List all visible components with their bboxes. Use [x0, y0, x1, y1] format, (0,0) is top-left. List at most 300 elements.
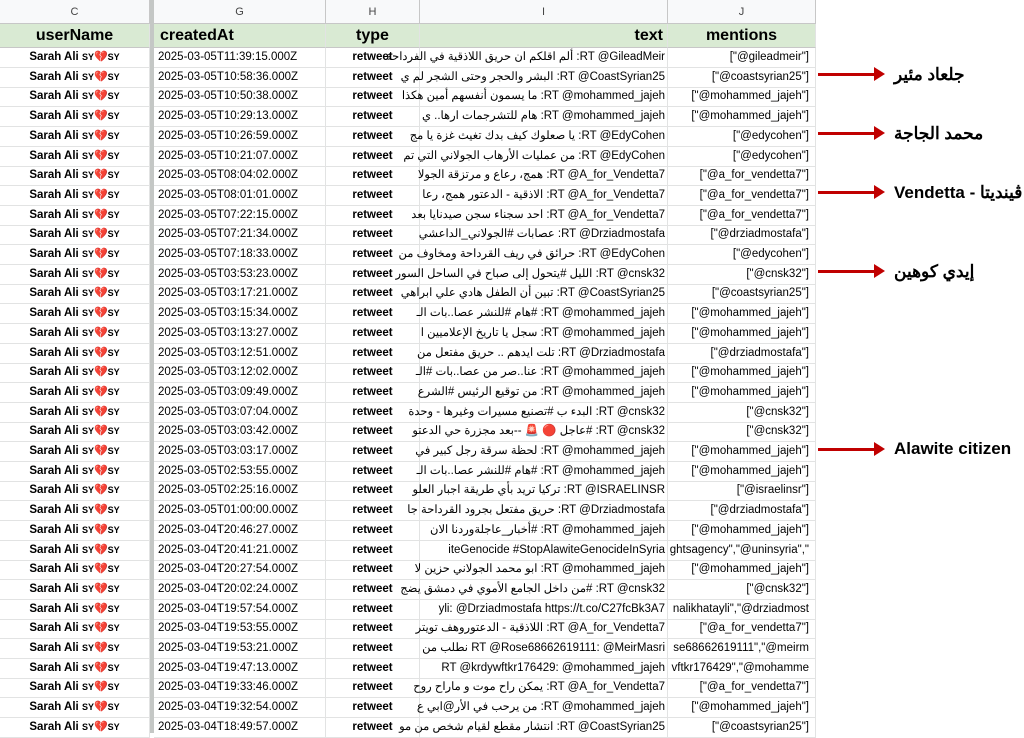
text-cell[interactable]: RT @A_for_Vendetta7: احد سجناء سجن صيدنايا بعد	[420, 206, 668, 226]
username-cell[interactable]	[0, 698, 150, 718]
type-cell[interactable]: retweet	[326, 639, 420, 659]
mentions-cell[interactable]: ["@a_for_vendetta7"]	[668, 619, 816, 639]
createdat-cell[interactable]: 2025-03-04T19:53:55.000Z	[154, 619, 326, 639]
table-row	[0, 265, 816, 285]
flag-sy-label: SY	[81, 702, 94, 713]
username-cell[interactable]	[0, 422, 150, 442]
text-cell[interactable]: RT @A_for_Vendetta7: اللاذقية - الدعتوروهف تويتر	[420, 619, 668, 639]
mentions-cell[interactable]: ["@cnsk32"]	[668, 403, 816, 423]
flag-sy-label: SY	[81, 544, 94, 555]
type-cell[interactable]: retweet	[326, 619, 420, 639]
table-row	[0, 186, 816, 206]
text-cell[interactable]: RT @mohammed_jajeh: من توقيع الرئيس #الشرع	[420, 383, 668, 403]
username-cell[interactable]	[0, 442, 150, 462]
broken-heart-icon: 💔	[93, 504, 108, 517]
username-cell[interactable]	[0, 560, 150, 580]
text-cell[interactable]: RT @mohammed_jajeh: من يرحب في الأر@ابي ع	[420, 698, 668, 718]
flag-sy-label: SY	[107, 327, 120, 338]
createdat-cell[interactable]: 2025-03-05T07:21:34.000Z	[154, 225, 326, 245]
mentions-cell[interactable]: ["@cnsk32"]	[668, 265, 816, 285]
createdat-cell[interactable]: 2025-03-04T19:57:54.000Z	[154, 600, 326, 620]
createdat-cell[interactable]: 2025-03-05T10:21:07.000Z	[154, 147, 326, 167]
flag-sy-label: SY	[81, 426, 94, 437]
flag-sy-label: SY	[107, 386, 120, 397]
mentions-cell[interactable]: ["@mohammed_jajeh"]	[668, 383, 816, 403]
table-row	[0, 68, 816, 88]
flag-sy-label: SY	[107, 544, 120, 555]
type-cell[interactable]: retweet	[326, 147, 420, 167]
flag-sy-label: SY	[81, 52, 94, 62]
flag-sy-label: SY	[107, 347, 120, 358]
username-text: Sarah Ali	[29, 602, 79, 615]
type-cell[interactable]: retweet	[326, 186, 420, 206]
header-row	[0, 24, 816, 44]
annotation-label: جلعاد مئير	[894, 64, 965, 84]
createdat-cell[interactable]: 2025-03-04T20:02:24.000Z	[154, 580, 326, 600]
mentions-cell[interactable]: ["@coastsyrian25"]	[668, 284, 816, 304]
createdat-cell[interactable]: 2025-03-05T11:39:15.000Z	[154, 48, 326, 68]
flag-sy-label: SY	[107, 209, 120, 220]
flag-sy-label: SY	[107, 288, 120, 299]
type-cell[interactable]: retweet	[326, 363, 420, 383]
flag-sy-label: SY	[81, 446, 94, 456]
text-cell[interactable]: RT @mohammed_jajeh: ما يسمون أنفسهم أمين هكذا	[420, 87, 668, 107]
header-username[interactable]: userName	[0, 24, 150, 48]
username-cell[interactable]	[0, 186, 150, 206]
broken-heart-icon: 💔	[93, 110, 108, 123]
createdat-cell[interactable]: 2025-03-05T03:03:17.000Z	[154, 442, 326, 462]
type-cell[interactable]: retweet	[326, 87, 420, 107]
flag-sy-label: SY	[107, 643, 120, 653]
createdat-cell[interactable]: 2025-03-05T10:29:13.000Z	[154, 107, 326, 127]
username-text: Sarah Ali	[29, 661, 79, 674]
username-cell[interactable]	[0, 678, 150, 698]
flag-sy-label: SY	[81, 170, 94, 181]
username-text: Sarah Ali	[29, 385, 79, 398]
mentions-cell[interactable]: ["@israelinsr"]	[668, 481, 816, 501]
createdat-cell[interactable]: 2025-03-05T08:04:02.000Z	[154, 166, 326, 186]
username-text: Sarah Ali	[29, 720, 79, 733]
username-cell[interactable]	[0, 284, 150, 304]
text-cell[interactable]: RT @EdyCohen: حرائق في ريف القرداحة ومخاوف من	[420, 245, 668, 265]
mentions-cell[interactable]: ["@edycohen"]	[668, 147, 816, 167]
text-cell[interactable]: RT @CoastSyrian25: تبين أن الطفل هادي علي ابراهي	[420, 284, 668, 304]
type-cell[interactable]: retweet	[326, 48, 420, 68]
table-row	[0, 422, 816, 442]
text-cell[interactable]: RT @ISRAELINSR: تركيا تريد بأي طريقة اجبار العلو	[420, 481, 668, 501]
username-cell[interactable]	[0, 107, 150, 127]
text-cell[interactable]: RT @mohammed_jajeh: هام للتشرجمات ارها.. ي	[420, 107, 668, 127]
username-text: Sarah Ali	[29, 701, 79, 714]
createdat-cell[interactable]: 2025-03-05T03:09:49.000Z	[154, 383, 326, 403]
createdat-cell[interactable]: 2025-03-05T03:12:51.000Z	[154, 344, 326, 364]
red-arrow-icon	[818, 270, 876, 273]
flag-sy-label: SY	[107, 111, 120, 122]
text-cell[interactable]: RT @A_for_Vendetta7: يمكن راح موت و ماراح روح	[420, 678, 668, 698]
type-cell[interactable]: retweet	[326, 698, 420, 718]
mentions-cell[interactable]: ["@a_for_vendetta7"]	[668, 678, 816, 698]
username-cell[interactable]	[0, 68, 150, 88]
broken-heart-icon: 💔	[93, 228, 108, 241]
text-cell[interactable]: yli: @Drziadmostafa https://t.co/C27fcBk3A7	[420, 600, 668, 620]
broken-heart-icon: 💔	[93, 149, 108, 162]
flag-sy-label: SY	[107, 446, 120, 456]
flag-sy-label: SY	[107, 603, 120, 614]
username-cell[interactable]	[0, 541, 150, 561]
mentions-cell[interactable]: ["@mohammed_jajeh"]	[668, 521, 816, 541]
text-cell[interactable]: RT @Drziadmostafa: تلت ايدهم .. حريق مفتعل من	[420, 344, 668, 364]
username-text: Sarah Ali	[29, 90, 79, 103]
broken-heart-icon: 💔	[93, 642, 108, 654]
flag-sy-label: SY	[81, 721, 94, 732]
username-text: Sarah Ali	[29, 523, 79, 536]
text-cell[interactable]: RT @mohammed_jajeh: #هام #للنشر عصا..بات الـ	[420, 462, 668, 482]
type-cell[interactable]: retweet	[326, 422, 420, 442]
username-text: Sarah Ali	[29, 346, 79, 359]
createdat-cell[interactable]: 2025-03-04T19:32:54.000Z	[154, 698, 326, 718]
username-cell[interactable]	[0, 481, 150, 501]
flag-sy-label: SY	[81, 268, 94, 279]
mentions-cell[interactable]: ["@cnsk32"]	[668, 422, 816, 442]
column-header-h[interactable]: H	[326, 0, 420, 24]
text-cell[interactable]: RT @mohammed_jajeh: ابو محمد الجولاني حزين لا	[420, 560, 668, 580]
broken-heart-icon: 💔	[93, 425, 108, 438]
text-cell[interactable]: RT @mohammed_jajeh: سجل يا تاريخ الإعلاميين ا	[420, 324, 668, 344]
username-cell[interactable]	[0, 521, 150, 541]
type-cell[interactable]: retweet	[326, 462, 420, 482]
mentions-cell[interactable]: ghtsagency","@uninsyria","	[668, 541, 816, 561]
type-cell[interactable]: retweet	[326, 284, 420, 304]
username-cell[interactable]	[0, 127, 150, 147]
createdat-cell[interactable]: 2025-03-05T03:15:34.000Z	[154, 304, 326, 324]
table-row	[0, 127, 816, 147]
username-cell[interactable]	[0, 501, 150, 521]
type-cell[interactable]: retweet	[326, 225, 420, 245]
text-cell[interactable]: RT @Drziadmostafa: حريق مفتعل بجرود القرداحة جا	[420, 501, 668, 521]
broken-heart-icon: 💔	[93, 445, 108, 457]
mentions-cell[interactable]: ["@cnsk32"]	[668, 580, 816, 600]
mentions-cell[interactable]: se68662619111","@meirm	[668, 639, 816, 659]
text-cell[interactable]: RT @A_for_Vendetta7: همج، رعاع و مرتزقة الجولا	[420, 166, 668, 186]
username-cell[interactable]	[0, 304, 150, 324]
mentions-cell[interactable]: ["@gileadmeir"]	[668, 48, 816, 68]
header-createdat[interactable]: createdAt	[154, 24, 326, 48]
mentions-cell[interactable]: ["@edycohen"]	[668, 127, 816, 147]
text-cell[interactable]: RT @cnsk32: البدء ب #تصنيع مسيرات وغيرها - وحدة	[420, 403, 668, 423]
type-cell[interactable]: retweet	[326, 678, 420, 698]
username-cell[interactable]	[0, 147, 150, 167]
text-cell[interactable]: RT @mohammed_jajeh: #أخبار_عاجلةوردنا الان	[420, 521, 668, 541]
table-row	[0, 48, 816, 68]
username-cell[interactable]	[0, 245, 150, 265]
username-cell[interactable]	[0, 639, 150, 659]
broken-heart-icon: 💔	[93, 484, 108, 497]
flag-sy-label: SY	[107, 367, 120, 378]
broken-heart-icon: 💔	[93, 129, 108, 142]
flag-sy-label: SY	[81, 505, 94, 516]
username-text: Sarah Ali	[29, 149, 79, 162]
createdat-cell[interactable]: 2025-03-04T19:47:13.000Z	[154, 659, 326, 679]
createdat-cell[interactable]: 2025-03-05T07:22:15.000Z	[154, 206, 326, 226]
createdat-cell[interactable]: 2025-03-05T03:17:21.000Z	[154, 284, 326, 304]
createdat-cell[interactable]: 2025-03-04T19:33:46.000Z	[154, 678, 326, 698]
text-cell[interactable]: RT @cnsk32: #عاجل 🔴 🚨 --بعد مجزرة حي الدعتو	[420, 422, 668, 442]
broken-heart-icon: 💔	[93, 563, 108, 576]
type-cell[interactable]: retweet	[326, 541, 420, 561]
type-cell[interactable]: retweet	[326, 304, 420, 324]
createdat-cell[interactable]: 2025-03-05T01:00:00.000Z	[154, 501, 326, 521]
flag-sy-label: SY	[81, 524, 94, 535]
column-header-c[interactable]: C	[0, 0, 150, 24]
mentions-cell[interactable]: ["@mohammed_jajeh"]	[668, 107, 816, 127]
mentions-cell[interactable]: ["@mohammed_jajeh"]	[668, 462, 816, 482]
username-cell[interactable]	[0, 363, 150, 383]
createdat-cell[interactable]: 2025-03-05T03:12:02.000Z	[154, 363, 326, 383]
flag-sy-label: SY	[81, 386, 94, 397]
mentions-cell[interactable]: ["@mohammed_jajeh"]	[668, 304, 816, 324]
username-cell[interactable]	[0, 225, 150, 245]
type-cell[interactable]: retweet	[326, 344, 420, 364]
broken-heart-icon: 💔	[93, 90, 108, 103]
mentions-cell[interactable]: ["@a_for_vendetta7"]	[668, 206, 816, 226]
flag-sy-label: SY	[107, 268, 120, 279]
type-cell[interactable]: retweet	[326, 718, 420, 738]
column-header-i[interactable]: I	[420, 0, 668, 24]
flag-sy-label: SY	[107, 170, 120, 181]
type-cell[interactable]: retweet	[326, 206, 420, 226]
createdat-cell[interactable]: 2025-03-05T03:53:23.000Z	[154, 265, 326, 285]
createdat-cell[interactable]: 2025-03-05T08:01:01.000Z	[154, 186, 326, 206]
flag-sy-label: SY	[81, 347, 94, 358]
mentions-cell[interactable]: ["@edycohen"]	[668, 245, 816, 265]
flag-sy-label: SY	[81, 130, 94, 141]
text-cell[interactable]: RT @GileadMeir: ألم اقلكم ان حريق اللاذقية في الفرداحة	[420, 48, 668, 68]
username-text: Sarah Ali	[29, 622, 79, 635]
flag-sy-label: SY	[107, 426, 120, 437]
type-cell[interactable]: retweet	[326, 107, 420, 127]
createdat-cell[interactable]: 2025-03-05T03:13:27.000Z	[154, 324, 326, 344]
text-cell[interactable]: RT @cnsk32: #من داخل الجامع الأموي في دمشق يضج	[420, 580, 668, 600]
username-text: Sarah Ali	[29, 504, 79, 517]
type-cell[interactable]: retweet	[326, 560, 420, 580]
table-row	[0, 403, 816, 423]
username-text: Sarah Ali	[29, 169, 79, 182]
type-cell[interactable]: retweet	[326, 127, 420, 147]
username-text: Sarah Ali	[29, 51, 79, 63]
type-cell[interactable]: retweet	[326, 600, 420, 620]
annotation-label: Vendetta - ڤينديتا	[894, 182, 1023, 202]
createdat-cell[interactable]: 2025-03-05T03:03:42.000Z	[154, 422, 326, 442]
username-text: Sarah Ali	[29, 563, 79, 576]
type-cell[interactable]: retweet	[326, 383, 420, 403]
column-header-j[interactable]: J	[668, 0, 816, 24]
text-cell[interactable]: RT @mohammed_jajeh: #هام #للنشر عصا..بات الـ	[420, 304, 668, 324]
text-cell[interactable]: RT @Rose68662619111: @MeirMasri نطلب من	[420, 639, 668, 659]
username-cell[interactable]	[0, 344, 150, 364]
type-cell[interactable]: retweet	[326, 442, 420, 462]
broken-heart-icon: 💔	[93, 169, 108, 182]
username-cell[interactable]	[0, 87, 150, 107]
flag-sy-label: SY	[107, 229, 120, 240]
text-cell[interactable]: RT @EdyCohen: من عمليات الأرهاب الجولاني التي تم	[420, 147, 668, 167]
annotation	[818, 65, 965, 85]
username-text: Sarah Ali	[29, 366, 79, 379]
mentions-cell[interactable]: nalikhatayli","@drziadmost	[668, 600, 816, 620]
type-cell[interactable]: retweet	[326, 265, 420, 285]
text-cell[interactable]: RT @krdywftkr176429: @mohammed_jajeh	[420, 659, 668, 679]
username-text: Sarah Ali	[29, 267, 79, 280]
createdat-cell[interactable]: 2025-03-05T07:18:33.000Z	[154, 245, 326, 265]
flag-sy-label: SY	[107, 308, 120, 319]
mentions-cell[interactable]: ["@coastsyrian25"]	[668, 68, 816, 88]
username-text: Sarah Ali	[29, 307, 79, 320]
broken-heart-icon: 💔	[93, 543, 108, 556]
createdat-cell[interactable]: 2025-03-05T02:25:16.000Z	[154, 481, 326, 501]
table-row	[0, 324, 816, 344]
mentions-cell[interactable]: vftkr176429","@mohamme	[668, 659, 816, 679]
createdat-cell[interactable]: 2025-03-05T10:50:38.000Z	[154, 87, 326, 107]
mentions-cell[interactable]: ["@drziadmostafa"]	[668, 225, 816, 245]
createdat-cell[interactable]: 2025-03-04T20:41:21.000Z	[154, 541, 326, 561]
mentions-cell[interactable]: ["@coastsyrian25"]	[668, 718, 816, 738]
flag-sy-label: SY	[107, 623, 120, 634]
mentions-cell[interactable]: ["@a_for_vendetta7"]	[668, 166, 816, 186]
username-cell[interactable]	[0, 166, 150, 186]
broken-heart-icon: 💔	[93, 248, 108, 260]
broken-heart-icon: 💔	[93, 307, 108, 320]
mentions-cell[interactable]: ["@drziadmostafa"]	[668, 501, 816, 521]
type-cell[interactable]: retweet	[326, 521, 420, 541]
annotation	[818, 439, 1011, 459]
type-cell[interactable]: retweet	[326, 166, 420, 186]
broken-heart-icon: 💔	[93, 346, 108, 359]
username-cell[interactable]	[0, 324, 150, 344]
username-cell[interactable]	[0, 206, 150, 226]
table-row	[0, 481, 816, 501]
username-cell[interactable]	[0, 659, 150, 679]
mentions-cell[interactable]: ["@mohammed_jajeh"]	[668, 363, 816, 383]
mentions-cell[interactable]: ["@drziadmostafa"]	[668, 344, 816, 364]
username-cell[interactable]	[0, 580, 150, 600]
mentions-cell[interactable]: ["@mohammed_jajeh"]	[668, 560, 816, 580]
createdat-cell[interactable]: 2025-03-05T02:53:55.000Z	[154, 462, 326, 482]
createdat-cell[interactable]: 2025-03-05T10:26:59.000Z	[154, 127, 326, 147]
username-cell[interactable]	[0, 462, 150, 482]
text-cell[interactable]: RT @CoastSyrian25: البشر والحجر وحتى الشجر لم ي	[420, 68, 668, 88]
username-text: Sarah Ali	[29, 464, 79, 477]
flag-sy-label: SY	[81, 603, 94, 614]
flag-sy-label: SY	[81, 91, 94, 102]
createdat-cell[interactable]: 2025-03-04T18:49:57.000Z	[154, 718, 326, 738]
mentions-cell[interactable]: ["@mohammed_jajeh"]	[668, 698, 816, 718]
column-header-g[interactable]: G	[154, 0, 326, 24]
flag-sy-label: SY	[107, 406, 120, 417]
type-cell[interactable]: retweet	[326, 659, 420, 679]
frozen-column-divider[interactable]	[150, 0, 154, 733]
createdat-cell[interactable]: 2025-03-04T20:46:27.000Z	[154, 521, 326, 541]
username-cell[interactable]	[0, 403, 150, 423]
text-cell[interactable]: RT @mohammed_jajeh: لحظة سرقة رجل كبير في	[420, 442, 668, 462]
createdat-cell[interactable]: 2025-03-05T10:58:36.000Z	[154, 68, 326, 88]
text-cell[interactable]: RT @cnsk32: الليل #يتحول إلى صباح في الساحل السور	[420, 265, 668, 285]
table-row	[0, 206, 816, 226]
broken-heart-icon: 💔	[93, 622, 108, 635]
text-cell[interactable]: RT @EdyCohen: يا صعلوك كيف بدك تغيث غزة يا مج	[420, 127, 668, 147]
flag-sy-label: SY	[81, 229, 94, 240]
text-cell[interactable]: RT @Drziadmostafa: عصابات #الجولاني_الداعشي	[420, 225, 668, 245]
username-text: Sarah Ali	[29, 425, 79, 438]
text-cell[interactable]: RT @mohammed_jajeh: عنا..صر من عصا..بات #الـ	[420, 363, 668, 383]
text-cell[interactable]: RT @CoastSyrian25: انتشار مقطع لقيام شخص من مو	[420, 718, 668, 738]
table-row	[0, 501, 816, 521]
type-cell[interactable]: retweet	[326, 245, 420, 265]
username-text: Sarah Ali	[29, 129, 79, 142]
type-cell[interactable]: retweet	[326, 403, 420, 423]
username-text: Sarah Ali	[29, 484, 79, 497]
table-row	[0, 541, 816, 561]
flag-sy-label: SY	[107, 150, 120, 161]
createdat-cell[interactable]: 2025-03-05T03:07:04.000Z	[154, 403, 326, 423]
table-row	[0, 698, 816, 718]
annotation	[818, 124, 983, 144]
mentions-cell[interactable]: ["@mohammed_jajeh"]	[668, 87, 816, 107]
type-cell[interactable]: retweet	[326, 481, 420, 501]
broken-heart-icon: 💔	[93, 70, 108, 83]
broken-heart-icon: 💔	[93, 701, 108, 714]
username-cell[interactable]	[0, 600, 150, 620]
table-row	[0, 619, 816, 639]
username-text: Sarah Ali	[29, 70, 79, 83]
table-row	[0, 304, 816, 324]
username-cell[interactable]	[0, 718, 150, 738]
type-cell[interactable]: retweet	[326, 501, 420, 521]
table-row	[0, 639, 816, 659]
flag-sy-label: SY	[81, 583, 94, 594]
username-cell[interactable]	[0, 265, 150, 285]
table-row	[0, 659, 816, 679]
broken-heart-icon: 💔	[93, 582, 108, 595]
text-cell[interactable]: RT @A_for_Vendetta7: الاذقية - الدعتور همج، رعا	[420, 186, 668, 206]
mentions-cell[interactable]: ["@mohammed_jajeh"]	[668, 442, 816, 462]
broken-heart-icon: 💔	[93, 326, 108, 339]
username-cell[interactable]	[0, 383, 150, 403]
header-text[interactable]: text	[420, 24, 668, 48]
table-row	[0, 245, 816, 265]
username-cell[interactable]	[0, 48, 150, 68]
username-text: Sarah Ali	[29, 681, 79, 694]
annotation	[818, 262, 974, 282]
type-cell[interactable]: retweet	[326, 324, 420, 344]
flag-sy-label: SY	[107, 524, 120, 535]
type-cell[interactable]: retweet	[326, 68, 420, 88]
table-row	[0, 462, 816, 482]
flag-sy-label: SY	[81, 288, 94, 299]
username-cell[interactable]	[0, 619, 150, 639]
type-cell[interactable]: retweet	[326, 580, 420, 600]
createdat-cell[interactable]: 2025-03-04T20:27:54.000Z	[154, 560, 326, 580]
mentions-cell[interactable]: ["@mohammed_jajeh"]	[668, 324, 816, 344]
flag-sy-label: SY	[81, 249, 94, 259]
header-type[interactable]: type	[326, 24, 420, 48]
broken-heart-icon: 💔	[93, 464, 108, 477]
header-mentions[interactable]: mentions	[668, 24, 816, 48]
mentions-cell[interactable]: ["@a_for_vendetta7"]	[668, 186, 816, 206]
username-text: Sarah Ali	[29, 208, 79, 221]
createdat-cell[interactable]: 2025-03-04T19:53:21.000Z	[154, 639, 326, 659]
flag-sy-label: SY	[81, 643, 94, 653]
flag-sy-label: SY	[107, 702, 120, 713]
text-cell[interactable]: iteGenocide #StopAlawiteGenocideInSyria	[420, 541, 668, 561]
